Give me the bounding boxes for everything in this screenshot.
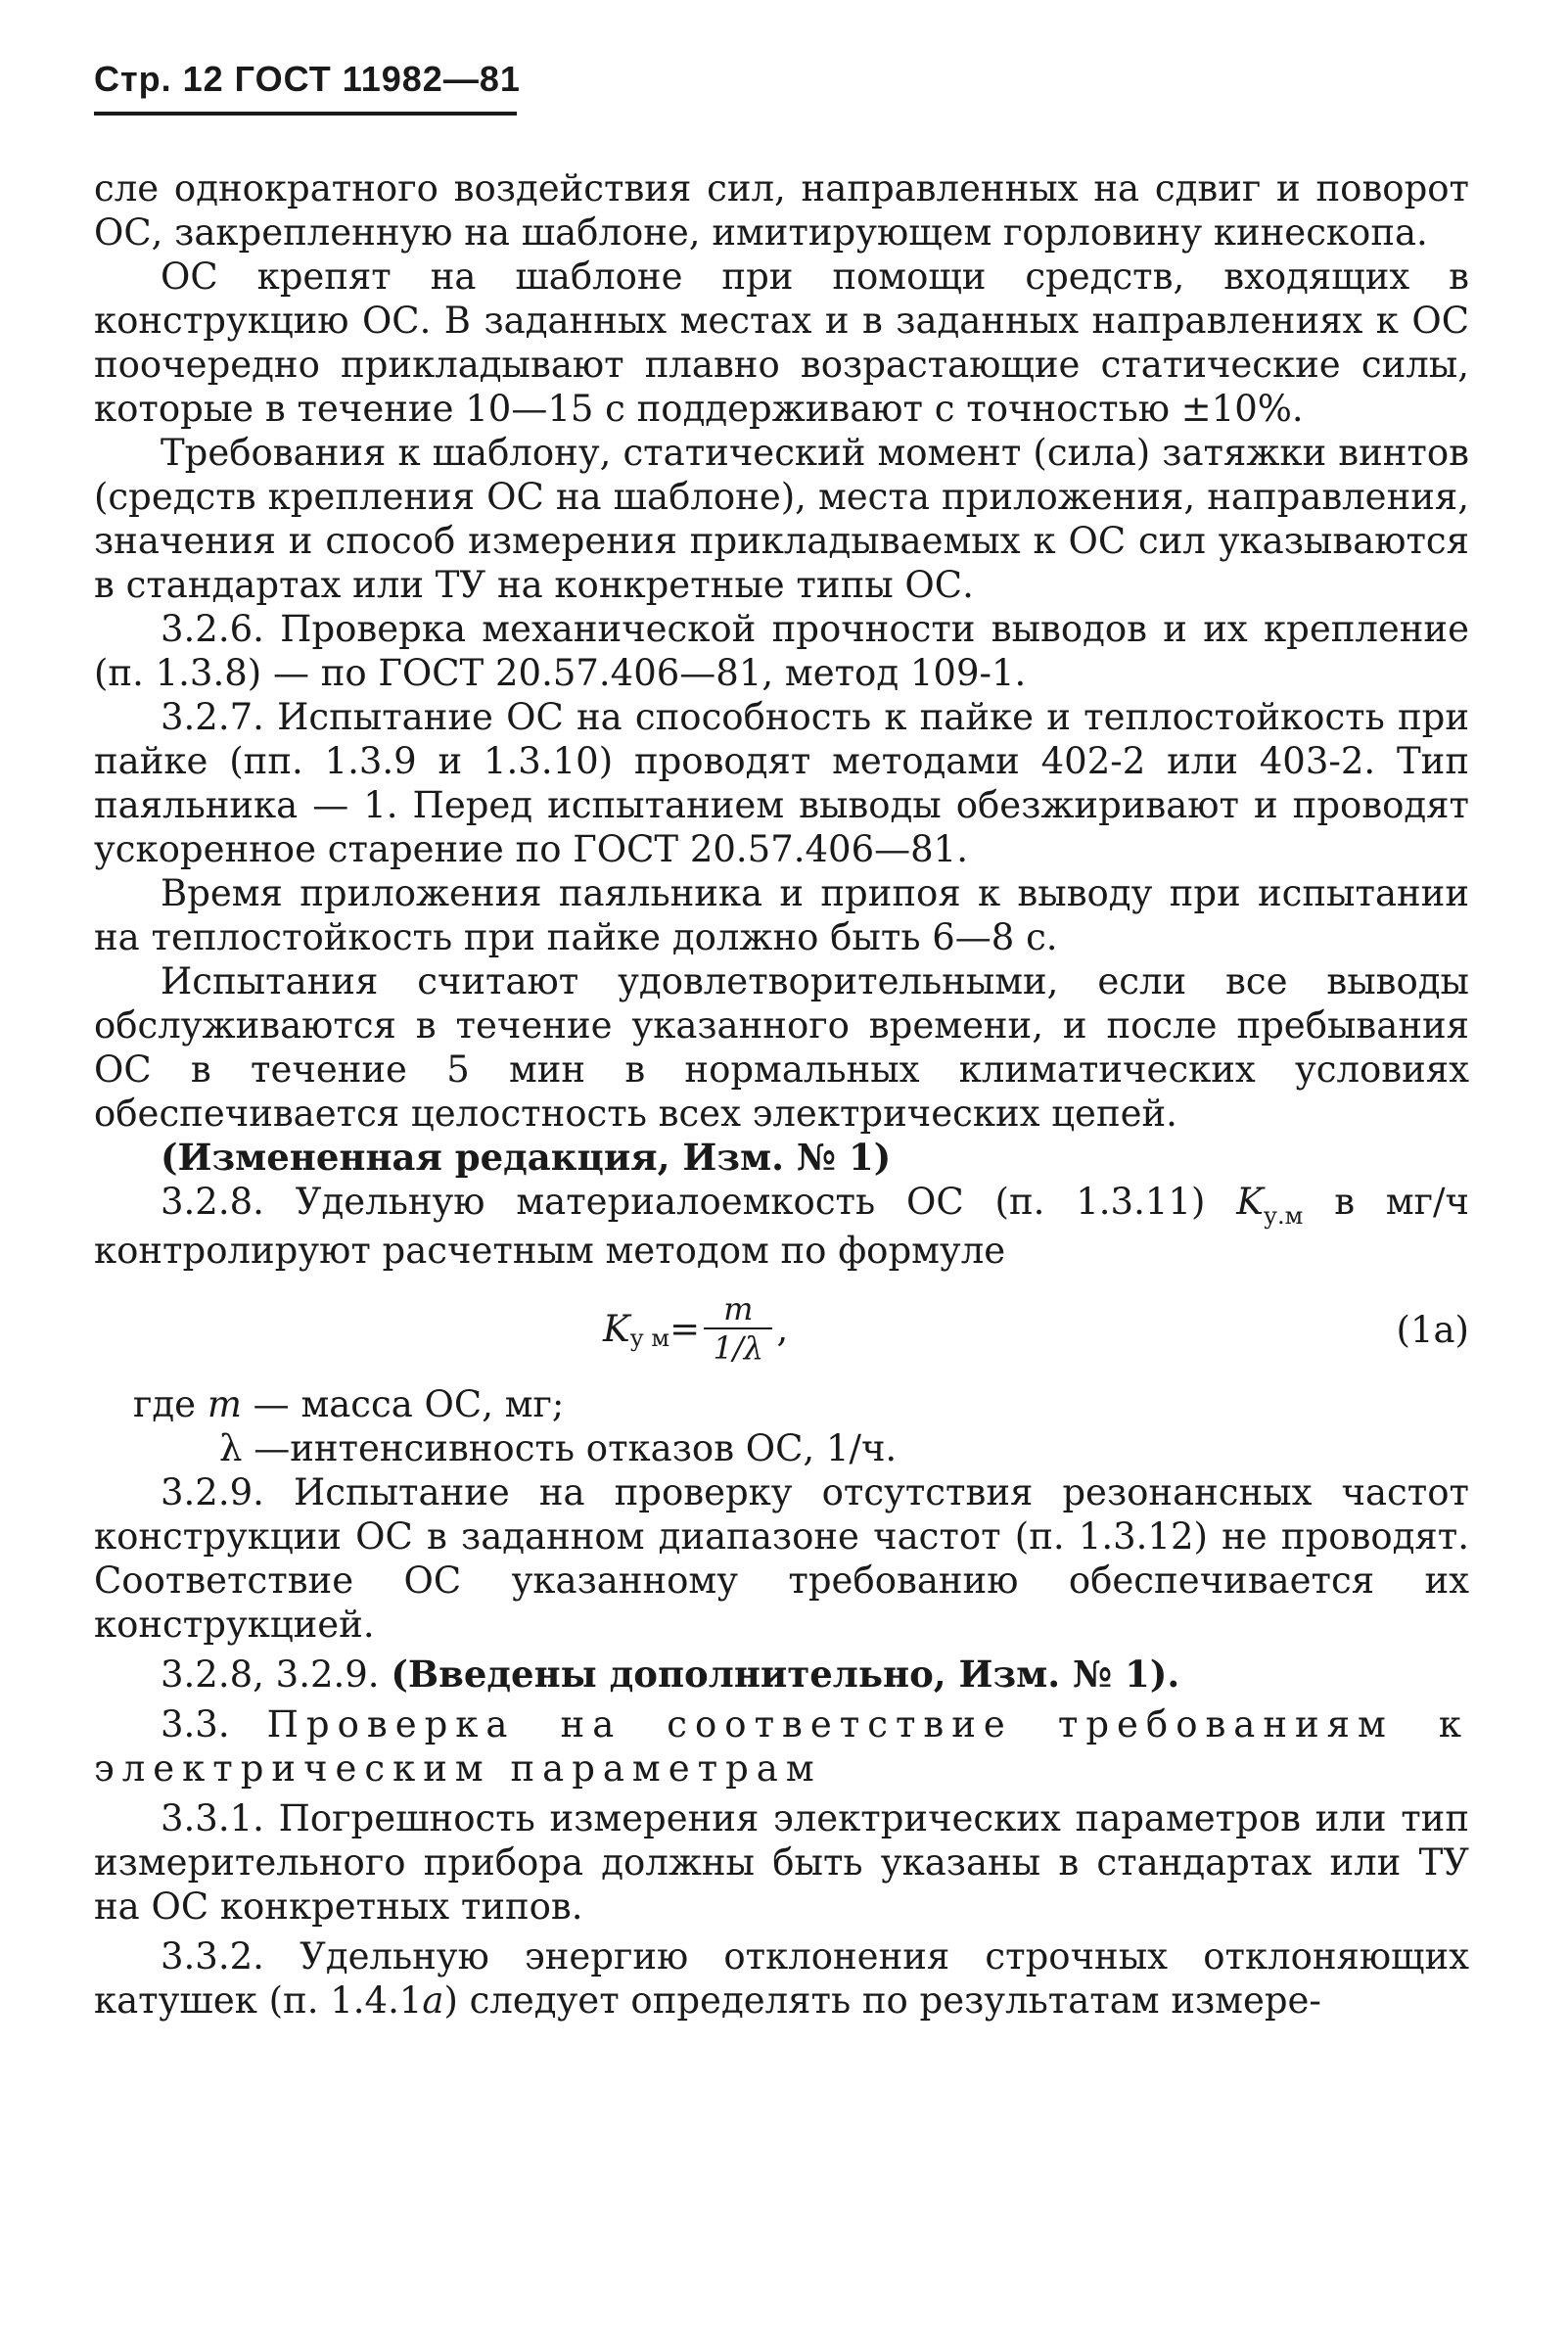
where-m-symbol: m — [207, 1383, 242, 1425]
paragraph-test-criteria: Испытания считают удовлетворительными, если все выводы обслуживаются в течение указанного времени, и после пребывания ОС в течение 5 мин в нормальных климатических условиях обеспечивается целостность всех электрических цепей. — [94, 960, 1469, 1135]
section-title: Проверка на соответствие требованиям к электрическим параметрам — [94, 1703, 1469, 1790]
formula-subscript: у м — [629, 1324, 670, 1352]
header-rule — [94, 112, 517, 116]
clause-3-3-2-text-end: ) следует определять по результатам измере- — [443, 1979, 1321, 2022]
formula-numerator: m — [704, 1290, 772, 1329]
clause-3-3-2 — [94, 1934, 1469, 2023]
clause-3-2-6: 3.2.6. Проверка механической прочности выводов и их крепление (п. 1.3.8) — по ГОСТ 20.57.406—81, метод 109-1. — [94, 608, 1469, 694]
document-body — [94, 166, 1469, 2023]
where-label: где — [133, 1383, 208, 1425]
amendment-note-2 — [94, 1652, 1469, 1697]
amendment-clauses: 3.2.8, 3.2.9. — [161, 1653, 392, 1696]
symbol-k: K — [1236, 1181, 1264, 1223]
where-mass — [94, 1382, 1469, 1426]
where-m-text: — масса ОС, мг; — [241, 1383, 565, 1425]
paragraph-mounting: ОС крепят на шаблоне при помощи средств, входящих в конструкцию ОС. В заданных местах и в заданных направлениях к ОС поочередно прикладывают плавно возрастающие статические силы, которые в течение 10—15 с поддерживают с точностью ±10%. — [94, 256, 1469, 430]
paragraph-continuation: сле однократного воздействия сил, направленных на сдвиг и поворот ОС, закрепленную на шаблоне, имитирующем горловину кинескопа. — [94, 167, 1469, 254]
paragraph-template-requirements: Требования к шаблону, статический момент (сила) затяжки винтов (средств крепления ОС на шаблоне), места приложения, направления, значения и способ измерения прикладываемых к ОС сил указываются в стандартах или ТУ на конкретные типы ОС. — [94, 432, 1469, 606]
paragraph-soldering-time: Время приложения паяльника и припоя к выводу при испытании на теплостойкость при пайке должно быть 6—8 с. — [94, 872, 1469, 958]
formula-fraction — [704, 1290, 772, 1367]
where-lambda: λ —интенсивность отказов ОС, 1/ч. — [219, 1427, 898, 1469]
formula-comma: , — [776, 1307, 789, 1350]
clause-3-2-8 — [94, 1180, 1469, 1273]
clause-3-2-8-text-end: в мг/ч контролируют расчетным методом по формуле — [94, 1181, 1469, 1272]
symbol-subscript: у.м — [1263, 1202, 1304, 1230]
clause-3-2-9: 3.2.9. Испытание на проверку отсутствия резонансных частот конструкции ОС в заданном диапазоне частот (п. 1.3.12) не проводят. Соответствие ОС указанному требованию обеспечивается их конструкцией. — [94, 1471, 1469, 1646]
clause-3-2-8-text: 3.2.8. Удельную материалоемкость ОС (п. 1.3.11) — [161, 1181, 1237, 1223]
section-3-3-heading — [94, 1702, 1469, 1791]
clause-3-3-1: 3.3.1. Погрешность измерения электрических параметров или тип измерительного прибора должны быть указаны в стандартах или ТУ на ОС конкретных типов. — [94, 1797, 1469, 1928]
formula-1a — [94, 1280, 1469, 1382]
page-header: Стр. 12 ГОСТ 11982—81 — [94, 59, 521, 99]
section-number: 3.3. — [161, 1703, 267, 1745]
equation-number: (1а) — [1396, 1309, 1469, 1351]
clause-3-2-7: 3.2.7. Испытание ОС на способность к пайке и теплостойкость при пайке (пп. 1.3.9 и 1.3.10) проводят методами 402-2 или 403-2. Тип паяльника — 1. Перед испытанием выводы обезжиривают и проводят ускоренное старение по ГОСТ 20.57.406—81. — [94, 696, 1469, 870]
formula-k: K — [603, 1307, 630, 1350]
clause-3-3-2-text: 3.3.2. Удельную энергию отклонения строчных отклоняющих катушек (п. 1.4.1 — [94, 1935, 1469, 2022]
amendment-note-1: (Измененная редакция, Изм. № 1) — [161, 1136, 892, 1179]
formula-equals: = — [669, 1307, 701, 1350]
formula-denominator: 1/λ — [713, 1329, 763, 1367]
amendment-text: (Введены дополнительно, Изм. № 1). — [391, 1652, 1180, 1696]
clause-3-3-2-italic: а — [422, 1979, 444, 2022]
